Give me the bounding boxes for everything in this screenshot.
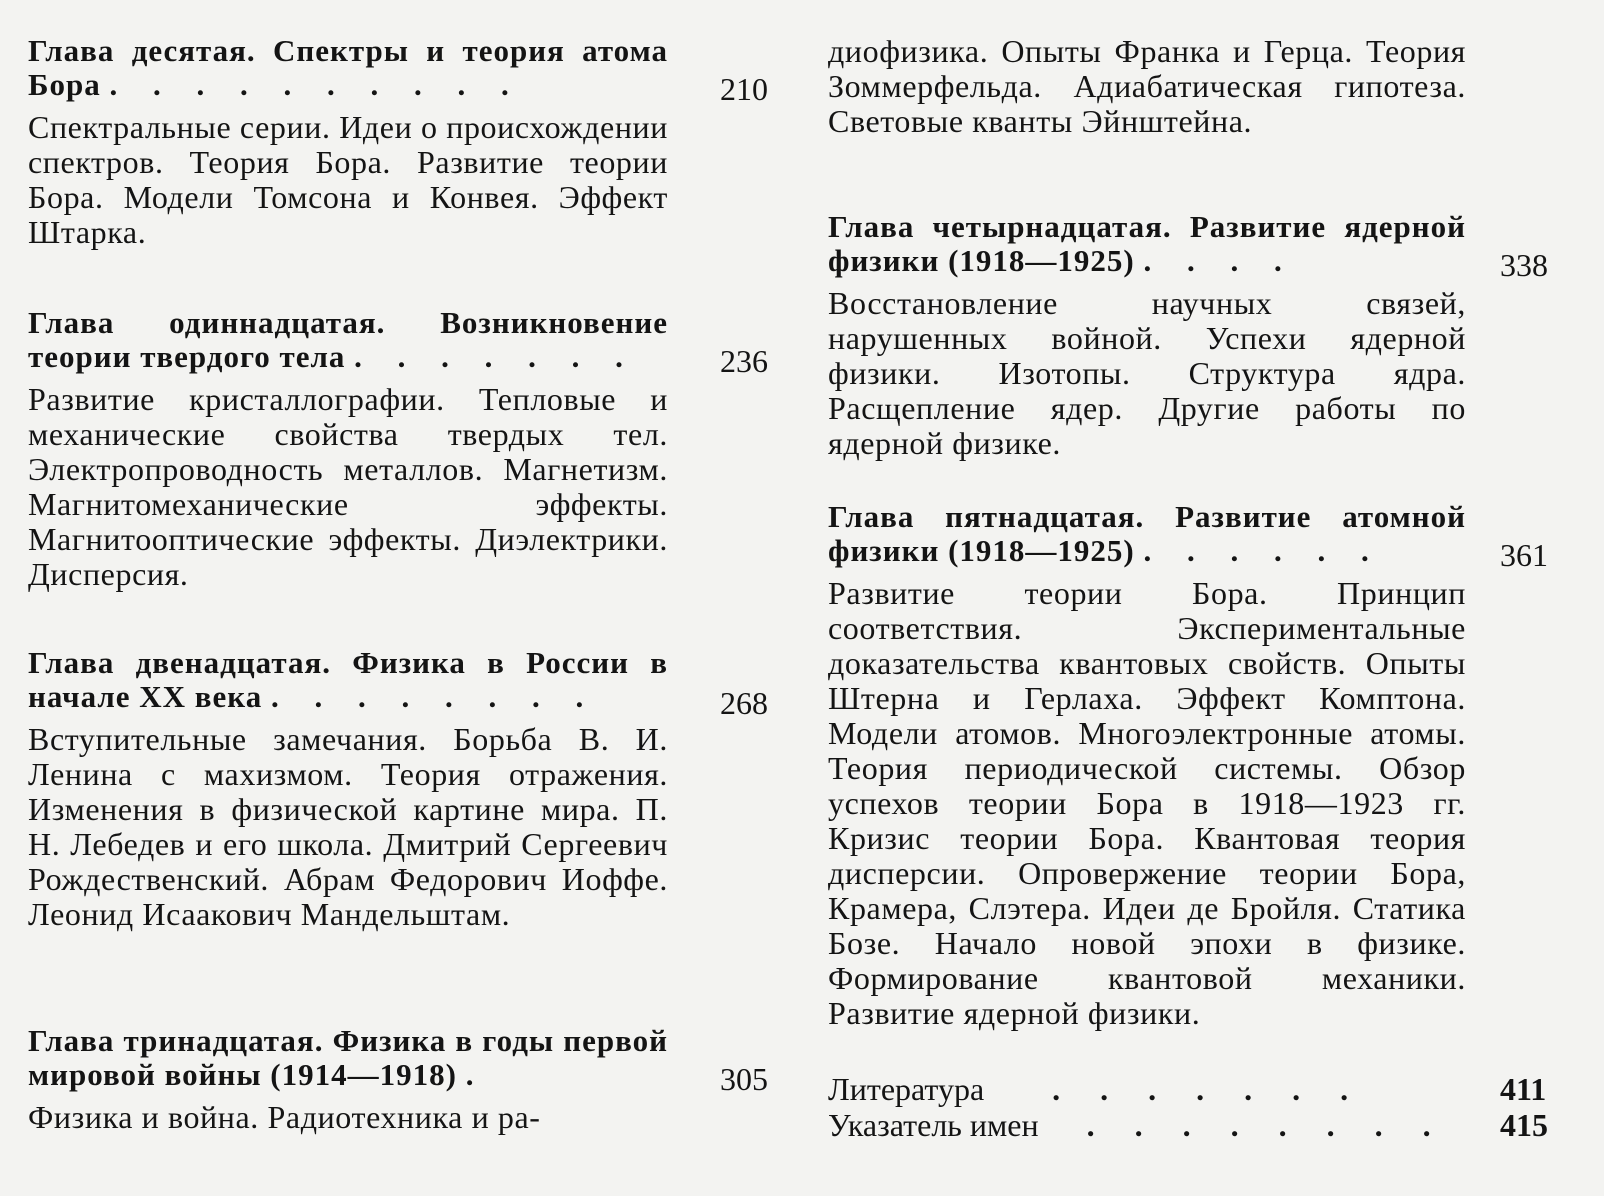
chapter-title [28, 34, 668, 102]
page-number: 268 [720, 685, 768, 721]
index-entry [828, 1108, 1466, 1143]
index-label: Указатель имен [828, 1107, 1039, 1143]
literature-label: Литература [828, 1071, 985, 1107]
dot-leader: . . . . [1143, 243, 1296, 278]
chapter-title [28, 1024, 668, 1092]
chapter-10 [28, 34, 668, 250]
chapter-description: Развитие кристаллографии. Тепловые и механические свойства твердых тел. Электропроводность металлов. Магнетизм. Магнитомеханические эффекты. Магнитооптические эффекты. Диэлектрики. Дисперсия. [28, 381, 668, 592]
page-number: 210 [720, 71, 768, 107]
dot-leader: . . . . . . . [1052, 1071, 1365, 1107]
page-number: 236 [720, 343, 768, 379]
chapter-title-text: Глава четырнадцатая. Развитие ядерной физики (1918—1925) [828, 209, 1466, 278]
chapter-title-text: Глава одиннадцатая. Возникновение теории твердого тела [28, 305, 668, 374]
chapter-title [28, 646, 668, 714]
chapter-11 [28, 306, 668, 592]
chapter-title [28, 306, 668, 374]
page-number: 415 [1500, 1107, 1548, 1143]
chapter-title-text: Глава пятнадцатая. Развитие атомной физики (1918—1925) [828, 499, 1466, 568]
dot-leader: . . . . . . . . . . [109, 67, 523, 102]
chapter-title-text: Глава двенадцатая. Физика в России в начале XX века [28, 645, 668, 714]
dot-leader: . [465, 1057, 488, 1092]
dot-leader: . . . . . . [1143, 533, 1383, 568]
chapter-14 [828, 210, 1466, 461]
chapter-description: Физика и война. Радиотехника и ра- [28, 1099, 541, 1135]
dot-leader: . . . . . . . . [270, 679, 598, 714]
chapter-13-continued [828, 34, 1466, 139]
chapter-13 [28, 1024, 668, 1135]
chapter-15 [828, 500, 1466, 1031]
chapter-12 [28, 646, 668, 932]
page-number: 361 [1500, 537, 1548, 573]
dot-leader: . . . . . . . [354, 339, 637, 374]
dot-leader: . . . . . . . . [1086, 1107, 1447, 1143]
chapter-description: диофизика. Опыты Франка и Герца. Теория Зоммерфельда. Адиабатическая гипотеза. Световые кванты Эйнштейна. [828, 33, 1466, 139]
literature-entry [828, 1072, 1466, 1107]
chapter-title [828, 210, 1466, 278]
chapter-description: Развитие теории Бора. Принцип соответствия. Экспериментальные доказательства квантовых свойств. Опыты Штерна и Герлаха. Эффект Комптона. Модели атомов. Многоэлектронные атомы. Теория периодической системы. Обзор успехов теории Бора в 1918—1923 гг. Кризис теории Бора. Квантовая теория дисперсии. Опровержение теории Бора, Крамера, Слэтера. Идеи де Бройля. Статика Бозе. Начало новой эпохи в физике. Формирование квантовой механики. Развитие ядерной физики. [828, 575, 1466, 1031]
page-number: 411 [1500, 1071, 1547, 1107]
chapter-description: Вступительные замечания. Борьба В. И. Ленина с махизмом. Теория отражения. Изменения в физической картине мира. П. Н. Лебедев и его школа. Дмитрий Сергеевич Рождественский. Абрам Федорович Иоффе. Леонид Исаакович Мандельштам. [28, 721, 668, 932]
page-number: 338 [1500, 247, 1548, 283]
chapter-description: Спектральные серии. Идеи о происхождении спектров. Теория Бора. Развитие теории Бора. Модели Томсона и Конвея. Эффект Штарка. [28, 109, 668, 250]
chapter-title-text: Глава тринадцатая. Физика в годы первой мировой войны (1914—1918) [28, 1023, 668, 1092]
chapter-description: Восстановление научных связей, нарушенных войной. Успехи ядерной физики. Изотопы. Структура ядра. Расщепление ядер. Другие работы по ядерной физике. [828, 285, 1466, 461]
chapter-title-text: Глава десятая. Спектры и теория атома Бора [28, 33, 668, 102]
chapter-title [828, 500, 1466, 568]
page-number: 305 [720, 1061, 768, 1097]
